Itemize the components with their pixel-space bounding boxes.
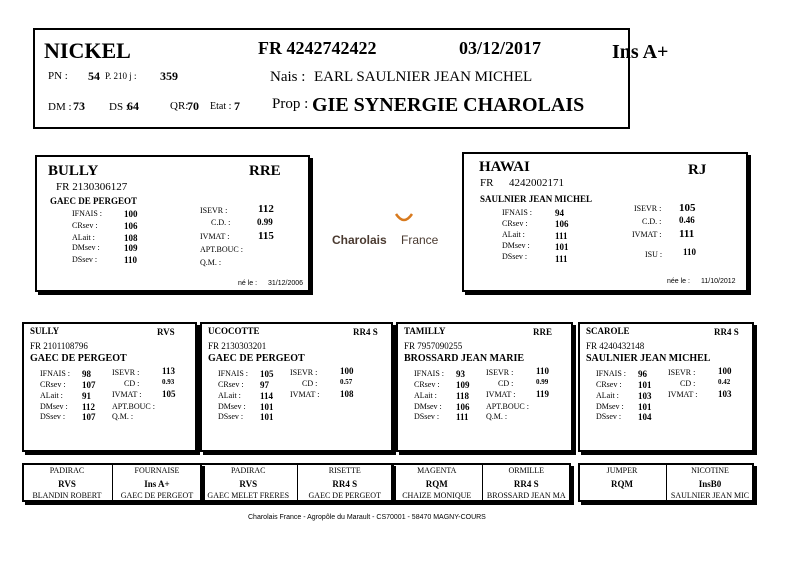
sire-isevr-label: ISEVR : [200, 206, 228, 215]
dam-born-label: née le : [667, 278, 690, 285]
dam-born: 11/10/2012 [701, 278, 736, 285]
dam-crsev-label: CRsev : [502, 219, 528, 228]
gp-crsev: 109 [456, 380, 470, 390]
footer-address: Charolais France - Agropôle du Marault - CS70001 - 58470 MAGNY-COURS [248, 514, 486, 521]
sire-alait: 108 [124, 233, 138, 243]
pn-value: 54 [88, 69, 100, 83]
gp-dssev: 111 [456, 412, 469, 422]
gp-ivmat-label: IVMAT : [112, 390, 142, 399]
gp-id: FR 7957090255 [404, 341, 463, 351]
gp-ivmat-label: IVMAT : [486, 390, 516, 399]
gp-alait: 91 [82, 391, 91, 401]
charolais-france-logo [332, 212, 447, 254]
ggp-grade: RQM [425, 479, 448, 489]
dam-ivmat-label: IVMAT : [632, 230, 662, 239]
gp-ifnais-label: IFNAIS : [40, 369, 71, 378]
gp-ivmat: 108 [340, 389, 354, 399]
gp-name: UCOCOTTE [208, 326, 260, 336]
dam-dmsev: 101 [555, 242, 569, 252]
animal-id: FR 4242742422 [258, 38, 377, 58]
gp-alait-label: ALait : [414, 391, 437, 400]
gp-isevr: 100 [340, 366, 354, 376]
gp-alait-label: ALait : [40, 391, 63, 400]
gp-ifnais: 93 [456, 369, 465, 379]
gp-dssev: 107 [82, 412, 96, 422]
gp-ifnais-label: IFNAIS : [596, 369, 627, 378]
ggp-owner: GAEC MELET FRERES [207, 491, 290, 500]
dam-isu: 110 [683, 247, 697, 257]
gp-crsev-label: CRsev : [218, 380, 244, 389]
gp-qm-label: Q.M. : [486, 412, 508, 421]
gp-breeder: SAULNIER JEAN MICHEL [586, 353, 711, 364]
dam-isevr: 105 [679, 202, 696, 214]
sire-dssev-label: DSsev : [72, 255, 98, 264]
dam-crsev: 106 [555, 219, 569, 229]
dam-name: HAWAI [479, 159, 530, 175]
etat-label: Etat : [210, 101, 232, 112]
ggp-owner: GAEC DE PERGEOT [120, 491, 194, 500]
logo-text-france: France [401, 233, 439, 247]
gp-breeder: BROSSARD JEAN MARIE [404, 353, 525, 364]
gp-aptbouc-label: APT.BOUC : [486, 402, 529, 411]
sire-ifnais: 100 [124, 209, 138, 219]
gp-dmsev: 106 [456, 402, 470, 412]
ggp-name: NICOTINE [691, 466, 729, 475]
ggp-grade: RVS [58, 479, 76, 489]
gp-dssev-label: DSsev : [40, 412, 66, 421]
dam-dmsev-label: DMsev : [502, 241, 530, 250]
sire-ivmat: 115 [258, 230, 274, 242]
gp-dssev: 101 [260, 412, 274, 422]
animal-name: NICKEL [44, 38, 131, 63]
qr-value: 70 [187, 99, 199, 113]
sire-dmsev: 109 [124, 243, 138, 253]
ggp-owner: BLANDIN ROBERT [32, 491, 102, 500]
gp-cd: 0.57 [340, 378, 353, 386]
gp-alait-label: ALait : [596, 391, 619, 400]
sire-crsev-label: CRsev : [72, 221, 98, 230]
nais-value: EARL SAULNIER JEAN MICHEL [314, 69, 533, 85]
gp-ifnais: 96 [638, 369, 647, 379]
gp-grade: RR4 S [714, 327, 739, 337]
gp-ivmat-label: IVMAT : [290, 390, 320, 399]
ds-label: DS : [109, 101, 129, 113]
ggp-name: PADIRAC [49, 466, 85, 475]
gp-alait-label: ALait : [218, 391, 241, 400]
ggp-owner: SAULNIER JEAN MIC [670, 491, 750, 500]
gp-crsev: 107 [82, 380, 96, 390]
gp-aptbouc-label: APT.BOUC : [112, 402, 155, 411]
ggp-name: MAGENTA [417, 466, 457, 475]
dam-cd: 0.46 [679, 215, 695, 225]
gp-grade: RRE [533, 327, 553, 337]
gp-isevr-label: ISEVR : [112, 368, 140, 377]
ggp-grade: Ins A+ [144, 479, 170, 489]
dam-id: 4242002171 [509, 177, 564, 189]
p210-value: 359 [160, 69, 178, 83]
dam-breeder: SAULNIER JEAN MICHEL [480, 194, 593, 204]
gp-alait: 114 [260, 391, 274, 401]
gp-isevr: 113 [162, 366, 176, 376]
gp-ivmat: 103 [718, 389, 732, 399]
gp-cd-label: CD : [498, 379, 514, 388]
gp-cd: 0.99 [536, 378, 549, 386]
sire-dmsev-label: DMsev : [72, 243, 100, 252]
sire-dssev: 110 [124, 255, 138, 265]
gp-isevr-label: ISEVR : [668, 368, 696, 377]
gp-ivmat: 119 [536, 389, 550, 399]
ggp-name: ORMILLE [508, 466, 545, 475]
gp-grade: RR4 S [353, 327, 378, 337]
gp-dmsev-label: DMsev : [40, 402, 68, 411]
gp-ifnais: 105 [260, 369, 274, 379]
sire-alait-label: ALait : [72, 233, 95, 242]
gp-cd-label: CD : [302, 379, 318, 388]
gp-dssev-label: DSsev : [218, 412, 244, 421]
gp-dmsev-label: DMsev : [596, 402, 624, 411]
ds-value: 64 [127, 99, 139, 113]
gp-dmsev: 101 [638, 402, 652, 412]
sire-aptbouc-label: APT.BOUC : [200, 245, 243, 254]
prop-value: GIE SYNERGIE CHAROLAIS [312, 94, 585, 116]
gp-qm-label: Q.M. : [112, 412, 134, 421]
gp-ifnais-label: IFNAIS : [414, 369, 445, 378]
nais-label: Nais : [270, 69, 306, 85]
gp-id: FR 2130303201 [208, 341, 267, 351]
gp-crsev: 101 [638, 380, 652, 390]
gp-crsev-label: CRsev : [596, 380, 622, 389]
gp-ivmat-label: IVMAT : [668, 390, 698, 399]
gp-crsev: 97 [260, 380, 269, 390]
gp-ifnais: 98 [82, 369, 91, 379]
sire-born: 31/12/2006 [268, 280, 304, 287]
dam-id-prefix: FR [480, 177, 494, 189]
sire-grade: RRE [249, 163, 281, 179]
report-date: 03/12/2017 [459, 38, 542, 58]
gp-dssev-label: DSsev : [596, 412, 622, 421]
sire-id: FR 2130306127 [56, 181, 128, 193]
gp-dssev: 104 [638, 412, 652, 422]
status-badge: Ins A+ [612, 41, 669, 63]
gp-grade: RVS [157, 327, 175, 337]
sire-isevr: 112 [258, 203, 274, 215]
gp-name: TAMILLY [404, 326, 446, 336]
gp-dmsev-label: DMsev : [218, 402, 246, 411]
dam-ifnais-label: IFNAIS : [502, 208, 533, 217]
sire-name: BULLY [48, 163, 99, 179]
ggp-name: PADIRAC [231, 466, 266, 475]
gp-breeder: GAEC DE PERGEOT [30, 353, 127, 364]
sire-ifnais-label: IFNAIS : [72, 209, 103, 218]
dam-cd-label: C.D. : [642, 217, 662, 226]
dam-isevr-label: ISEVR : [634, 204, 662, 213]
ggp-grade: RQM [611, 479, 633, 489]
gp-cd-label: CD : [124, 379, 140, 388]
ggp-grade: RVS [239, 479, 258, 489]
gp-crsev-label: CRsev : [414, 380, 440, 389]
ggp-name: FOURNAISE [134, 466, 180, 475]
gp-ivmat: 105 [162, 389, 176, 399]
sire-cd-label: C.D. : [211, 218, 231, 227]
dam-alait: 111 [555, 231, 568, 241]
dam-isu-label: ISU : [645, 250, 663, 259]
gp-ifnais-label: IFNAIS : [218, 369, 249, 378]
gp-alait: 103 [638, 391, 652, 401]
sire-ivmat-label: IVMAT : [200, 232, 230, 241]
gp-dmsev: 101 [260, 402, 274, 412]
gp-isevr-label: ISEVR : [290, 368, 318, 377]
gp-isevr: 100 [718, 366, 732, 376]
etat-value: 7 [234, 99, 240, 113]
gp-isevr: 110 [536, 366, 550, 376]
gp-id: FR 2101108796 [30, 341, 88, 351]
dam-grade: RJ [688, 162, 707, 178]
gp-cd: 0.42 [718, 378, 731, 386]
ggp-name: JUMPER [606, 466, 638, 475]
ggp-grade: RR4 S [332, 479, 358, 489]
gp-dmsev: 112 [82, 402, 96, 412]
ggp-owner: CHAIZE MONIQUE [402, 491, 472, 500]
gp-name: SCAROLE [586, 326, 630, 336]
prop-label: Prop : [272, 96, 309, 112]
gp-isevr-label: ISEVR : [486, 368, 514, 377]
sire-qm-label: Q.M. : [200, 258, 222, 267]
sire-breeder: GAEC DE PERGEOT [50, 196, 138, 206]
logo-text-charolais: Charolais [332, 233, 387, 247]
gp-name: SULLY [30, 326, 60, 336]
p210-label: P. 210 j : [105, 71, 137, 81]
sire-born-label: né le : [238, 280, 258, 287]
ggp-grade: RR4 S [513, 479, 539, 489]
gp-crsev-label: CRsev : [40, 380, 66, 389]
ggp-name: RISETTE [328, 466, 361, 475]
gp-cd: 0.93 [162, 378, 175, 386]
dm-value: 73 [73, 99, 85, 113]
logo-swoosh-icon [394, 212, 414, 224]
dam-ivmat: 111 [679, 228, 695, 240]
sire-cd: 0.99 [257, 217, 273, 227]
ggp-owner: GAEC DE PERGEOT [308, 491, 381, 500]
ggp-grade: InsB0 [698, 479, 722, 489]
pn-label: PN : [48, 70, 68, 82]
gp-breeder: GAEC DE PERGEOT [208, 353, 305, 364]
gp-dmsev-label: DMsev : [414, 402, 442, 411]
gp-dssev-label: DSsev : [414, 412, 440, 421]
sire-crsev: 106 [124, 221, 138, 231]
dm-label: DM : [48, 101, 72, 113]
gp-alait: 118 [456, 391, 470, 401]
dam-ifnais: 94 [555, 208, 564, 218]
dam-dssev: 111 [555, 254, 568, 264]
qr-label: QR: [170, 100, 189, 112]
dam-alait-label: ALait : [502, 230, 525, 239]
dam-dssev-label: DSsev : [502, 252, 528, 261]
gp-cd-label: CD : [680, 379, 696, 388]
gp-id: FR 4240432148 [586, 341, 645, 351]
ggp-owner: BROSSARD JEAN MA [486, 491, 566, 500]
